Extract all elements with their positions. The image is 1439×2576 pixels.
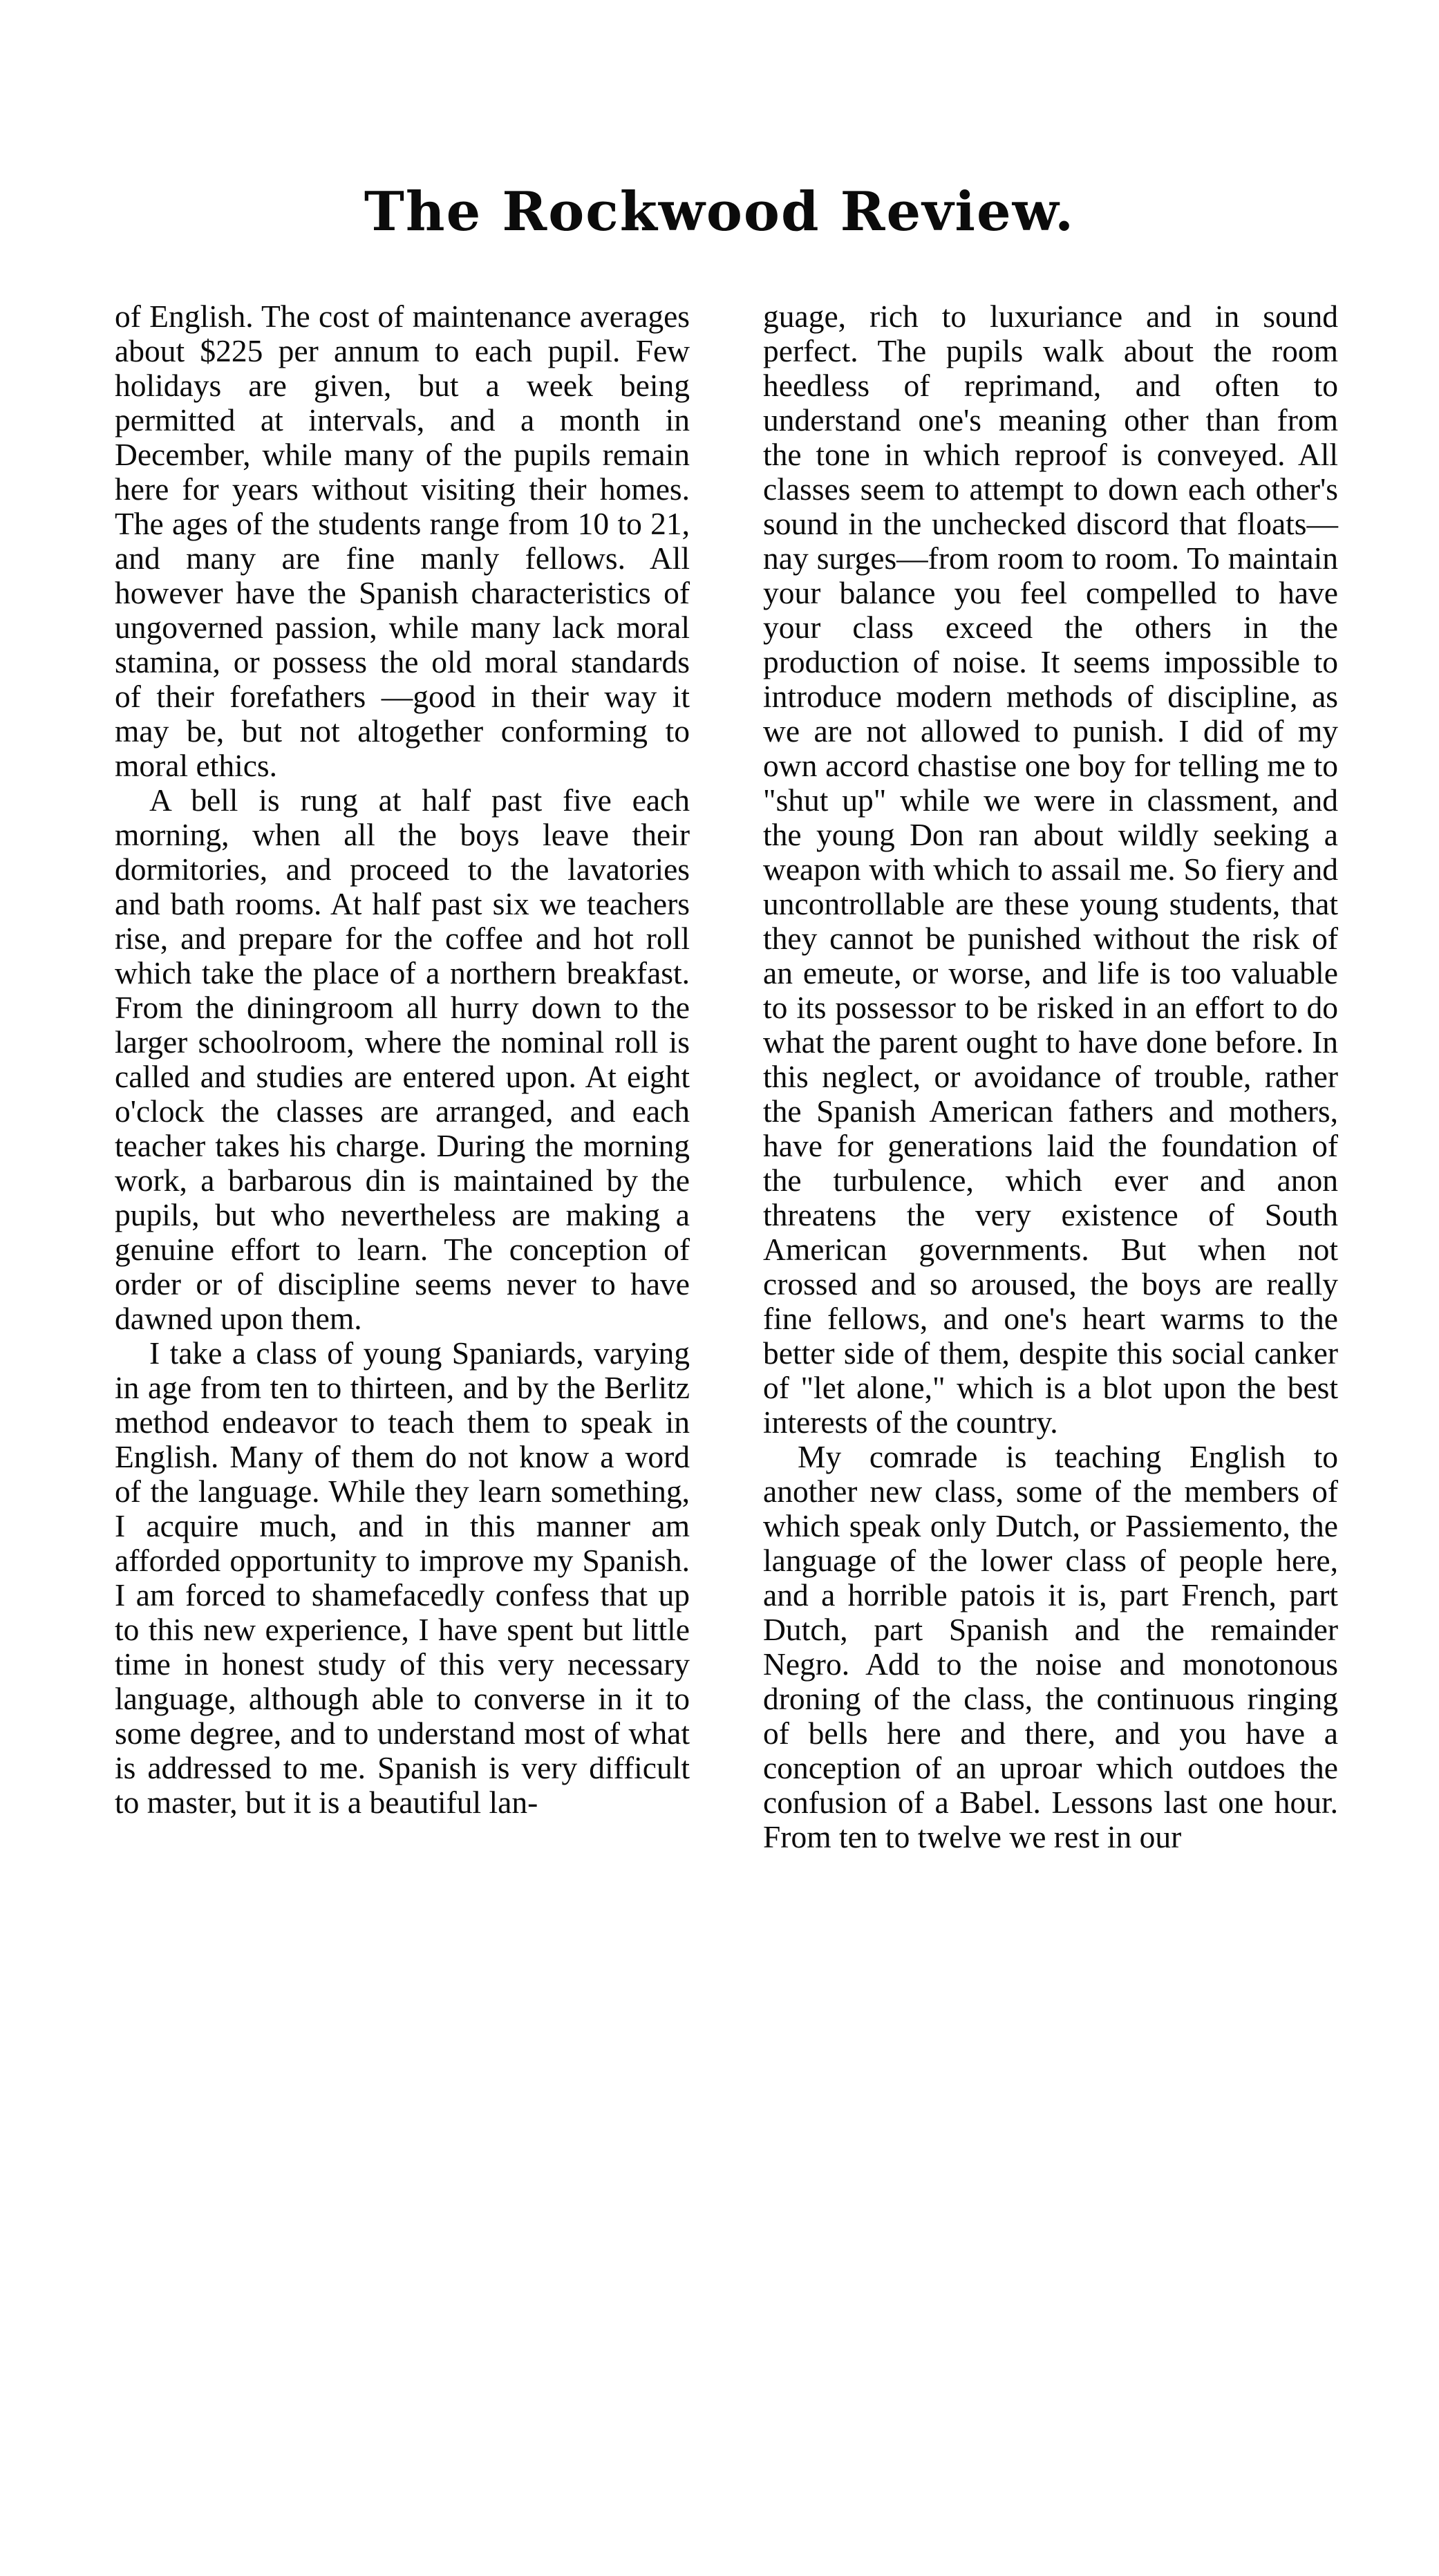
paragraph: of English. The cost of maintenance averages about $225 per annum to each pupil. Few holidays are given, but a week being permitted at intervals, and a month in December, while many of the pupils remain here for years without visiting their homes. The ages of the students range from 10 to 21, and many are fine manly fellows. All however have the Spanish characteristics of ungoverned passion, while many lack moral stamina, or possess the old moral standards of their forefathers —good in their way it may be, but not altogether conforming to moral ethics.	[115, 299, 690, 783]
left-column	[115, 299, 690, 1820]
paragraph: My comrade is teaching English to another new class, some of the members of which speak only Dutch, or Passiemento, the language of the lower class of people here, and a horrible patois it is, part French, part Dutch, part Spanish and the remainder Negro. Add to the noise and monotonous droning of the class, the continuous ringing of bells here and there, and you have a conception of an uproar which outdoes the confusion of a Babel. Lessons last one hour. From ten to twelve we rest in our	[763, 1439, 1338, 1854]
paragraph: guage, rich to luxuriance and in sound perfect. The pupils walk about the room heedless of reprimand, and often to understand one's meaning other than from the tone in which reproof is conveyed. All classes seem to attempt to down each other's sound in the unchecked discord that floats—nay surges—from room to room. To maintain your balance you feel compelled to have your class exceed the others in the production of noise. It seems impossible to introduce modern methods of discipline, as we are not allowed to punish. I did of my own accord chastise one boy for telling me to "shut up" while we were in classment, and the young Don ran about wildly seeking a weapon with which to assail me. So fiery and uncontrollable are these young students, that they cannot be punished without the risk of an emeute, or worse, and life is too valuable to its possessor to be risked in an effort to do what the parent ought to have done before. In this neglect, or avoidance of trouble, rather the Spanish American fathers and mothers, have for generations laid the foundation of the turbulence, which ever and anon threatens the very existence of South American governments. But when not crossed and so aroused, the boys are really fine fellows, and one's heart warms to the better side of them, despite this social canker of "let alone," which is a blot upon the best interests of the country.	[763, 299, 1338, 1440]
paragraph: I take a class of young Spaniards, varying in age from ten to thirteen, and by the Berlitz method endeavor to teach them to speak in English. Many of them do not know a word of the language. While they learn something, I acquire much, and in this manner am afforded opportunity to improve my Spanish. I am forced to shamefacedly confess that up to this new experience, I have spent but little time in honest study of this very necessary language, although able to converse in it to some degree, and to understand most of what is addressed to me. Spanish is very difficult to master, but it is a beautiful lan-	[115, 1335, 690, 1820]
right-column	[763, 299, 1338, 1854]
page-header-title: The Rockwood Review.	[364, 180, 1075, 243]
paragraph: A bell is rung at half past five each morning, when all the boys leave their dormitories, and proceed to the lavatories and bath rooms. At half past six we teachers rise, and prepare for the coffee and hot roll which take the place of a northern breakfast. From the diningroom all hurry down to the larger schoolroom, where the nominal roll is called and studies are entered upon. At eight o'clock the classes are arranged, and each teacher takes his charge. During the morning work, a barbarous din is maintained by the pupils, but who nevertheless are making a genuine effort to learn. The conception of order or of discipline seems never to have dawned upon them.	[115, 782, 690, 1336]
